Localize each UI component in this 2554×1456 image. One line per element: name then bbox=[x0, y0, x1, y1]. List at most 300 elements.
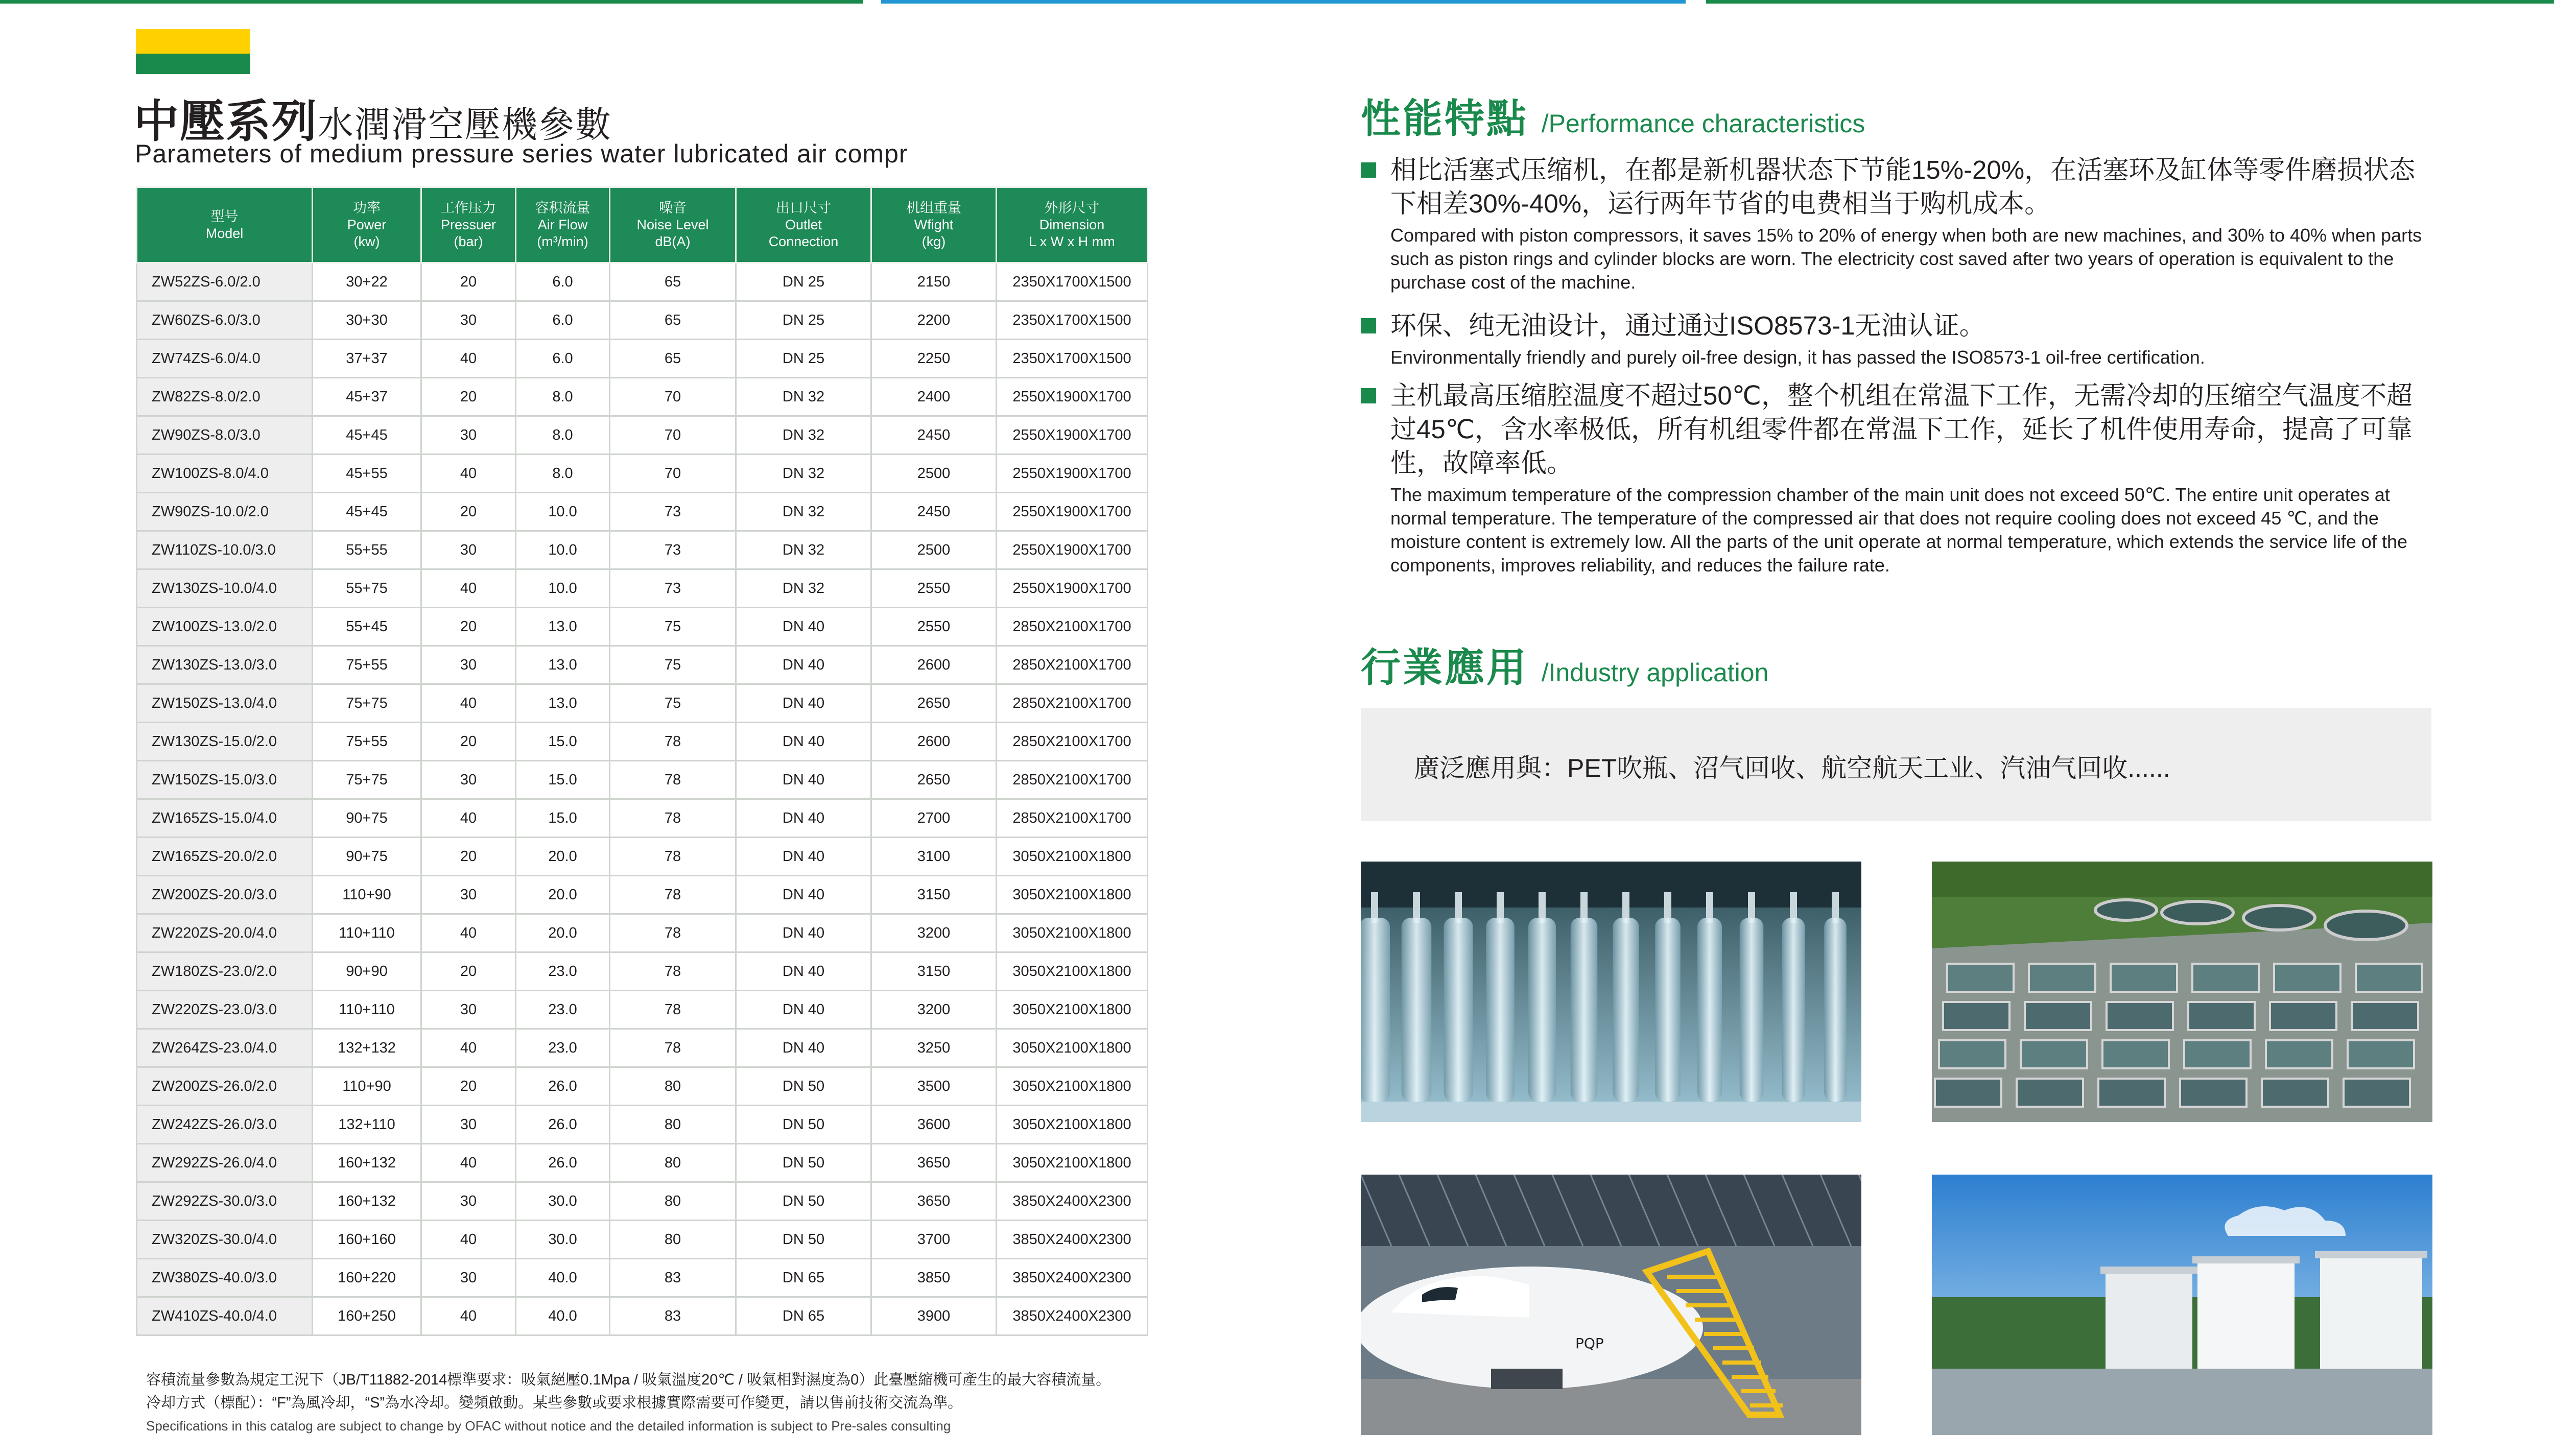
table-cell: 3050X2100X1800 bbox=[997, 1106, 1148, 1144]
table-cell: 73 bbox=[610, 531, 736, 569]
table-row bbox=[137, 723, 1148, 761]
brand-color-flag bbox=[136, 29, 250, 74]
model-cell: ZW60ZS-6.0/3.0 bbox=[137, 301, 313, 340]
table-cell: DN 50 bbox=[736, 1221, 871, 1259]
table-cell: 160+250 bbox=[313, 1297, 421, 1335]
table-cell: 70 bbox=[610, 455, 736, 493]
table-cell: 3050X2100X1800 bbox=[997, 914, 1148, 952]
table-row bbox=[137, 531, 1148, 569]
table-row bbox=[137, 1029, 1148, 1067]
table-cell: 2550X1900X1700 bbox=[997, 493, 1148, 531]
table-cell: 15.0 bbox=[516, 799, 610, 838]
table-cell: 45+55 bbox=[313, 455, 421, 493]
column-header-en: Air Flow bbox=[537, 217, 588, 232]
column-header-unit: Connection bbox=[768, 234, 839, 249]
table-cell: 3150 bbox=[871, 876, 997, 914]
table-cell: 20.0 bbox=[516, 914, 610, 952]
table-cell: DN 40 bbox=[736, 723, 871, 761]
table-row bbox=[137, 914, 1148, 952]
table-notes bbox=[146, 1369, 1110, 1438]
column-header-en: Dimension bbox=[1039, 217, 1105, 232]
table-cell: 30 bbox=[421, 301, 516, 340]
table-cell: 2350X1700X1500 bbox=[997, 340, 1148, 378]
ind-title-en: /Industry application bbox=[1541, 658, 1769, 687]
table-cell: 30+30 bbox=[313, 301, 421, 340]
table-cell: 78 bbox=[610, 761, 736, 799]
bullet-square-icon bbox=[1361, 388, 1376, 403]
column-header-zh: 工作压力 bbox=[441, 200, 496, 216]
table-cell: 110+90 bbox=[313, 876, 421, 914]
table-cell: 90+75 bbox=[313, 799, 421, 838]
table-cell: 40 bbox=[421, 455, 516, 493]
table-cell: 3650 bbox=[871, 1182, 997, 1221]
table-cell: 2550X1900X1700 bbox=[997, 531, 1148, 569]
water-treatment-photo bbox=[1932, 862, 2432, 1122]
table-cell: 80 bbox=[610, 1106, 736, 1144]
column-header bbox=[516, 187, 610, 263]
table-cell: 3250 bbox=[871, 1029, 997, 1067]
table-cell: 2850X2100X1700 bbox=[997, 761, 1148, 799]
table-cell: 80 bbox=[610, 1067, 736, 1106]
table-cell: 3700 bbox=[871, 1221, 997, 1259]
table-cell: 30 bbox=[421, 416, 516, 455]
table-row bbox=[137, 1144, 1148, 1182]
column-header-unit: (m³/min) bbox=[537, 234, 588, 249]
table-cell: 160+160 bbox=[313, 1221, 421, 1259]
table-cell: DN 32 bbox=[736, 416, 871, 455]
table-cell: DN 40 bbox=[736, 799, 871, 838]
table-cell: DN 40 bbox=[736, 608, 871, 646]
model-cell: ZW264ZS-23.0/4.0 bbox=[137, 1029, 313, 1067]
table-cell: DN 40 bbox=[736, 761, 871, 799]
bullet-text-en: Compared with piston compressors, it saves 15% to 20% of energy when both are new machines, and 30% to 40% when parts such as piston rings and cylinder blocks are worn. The electricity cost saved after two years of operation is equivalent to the purchase cost of the machine. bbox=[1390, 225, 2422, 293]
page-title-english: Parameters of medium pressure series water lubricated air compr bbox=[135, 139, 908, 168]
table-cell: 20.0 bbox=[516, 838, 610, 876]
table-row bbox=[137, 684, 1148, 723]
model-cell: ZW150ZS-15.0/3.0 bbox=[137, 761, 313, 799]
table-cell: 3650 bbox=[871, 1144, 997, 1182]
table-cell: 20 bbox=[421, 1067, 516, 1106]
table-cell: 2850X2100X1700 bbox=[997, 723, 1148, 761]
table-cell: 3050X2100X1800 bbox=[997, 991, 1148, 1029]
bottle-line-photo bbox=[1361, 862, 1861, 1122]
table-cell: 2350X1700X1500 bbox=[997, 263, 1148, 301]
table-cell: 13.0 bbox=[516, 608, 610, 646]
table-cell: DN 65 bbox=[736, 1297, 871, 1335]
model-cell: ZW100ZS-13.0/2.0 bbox=[137, 608, 313, 646]
table-cell: 20 bbox=[421, 263, 516, 301]
model-cell: ZW74ZS-6.0/4.0 bbox=[137, 340, 313, 378]
column-header bbox=[137, 187, 313, 263]
column-header-en: Pressuer bbox=[440, 217, 496, 232]
table-cell: 2550X1900X1700 bbox=[997, 416, 1148, 455]
table-cell: 3150 bbox=[871, 952, 997, 991]
table-row bbox=[137, 416, 1148, 455]
table-cell: 30 bbox=[421, 531, 516, 569]
table-cell: 78 bbox=[610, 723, 736, 761]
table-row bbox=[137, 455, 1148, 493]
table-cell: 2600 bbox=[871, 646, 997, 684]
svg-text:PQP: PQP bbox=[1575, 1335, 1604, 1352]
table-cell: 10.0 bbox=[516, 569, 610, 608]
note-disclaimer: Specifications in this catalog are subject to change by OFAC without notice and the detailed information is subject to Pre-sales consulting bbox=[146, 1418, 951, 1434]
column-header-en: Wfight bbox=[914, 217, 954, 232]
note-cooling-method: 冷却方式（標配）：“F”為風冷却，“S”為水冷却。變頻啟動。某些參數或要求根據實際需要可作變更，請以售前技術交流為準。 bbox=[146, 1395, 963, 1411]
table-cell: 3050X2100X1800 bbox=[997, 1029, 1148, 1067]
table-cell: 73 bbox=[610, 569, 736, 608]
column-header-zh: 机组重量 bbox=[906, 200, 961, 216]
model-cell: ZW90ZS-10.0/2.0 bbox=[137, 493, 313, 531]
table-cell: 75+55 bbox=[313, 723, 421, 761]
table-cell: DN 50 bbox=[736, 1182, 871, 1221]
table-cell: DN 50 bbox=[736, 1106, 871, 1144]
table-cell: 75 bbox=[610, 646, 736, 684]
model-cell: ZW110ZS-10.0/3.0 bbox=[137, 531, 313, 569]
column-header bbox=[610, 187, 736, 263]
table-cell: 2450 bbox=[871, 493, 997, 531]
table-cell: 2550X1900X1700 bbox=[997, 569, 1148, 608]
model-cell: ZW130ZS-13.0/3.0 bbox=[137, 646, 313, 684]
table-cell: 40 bbox=[421, 1297, 516, 1335]
perf-title-zh: 性能特點 bbox=[1361, 96, 1529, 141]
note-flow-condition: 容積流量參數為規定工況下（JB/T11882-2014標準要求：吸氣絕壓0.1Mpa / 吸氣溫度20℃ / 吸氣相對濕度為0）此臺壓縮機可產生的最大容積流量。 bbox=[146, 1372, 1111, 1388]
table-cell: 2450 bbox=[871, 416, 997, 455]
table-cell: DN 40 bbox=[736, 914, 871, 952]
table-cell: 3900 bbox=[871, 1297, 997, 1335]
ind-title-zh: 行業應用 bbox=[1361, 645, 1529, 690]
title-rest: 水潤滑空壓機參數 bbox=[318, 105, 612, 145]
table-cell: 3050X2100X1800 bbox=[997, 838, 1148, 876]
table-cell: DN 40 bbox=[736, 952, 871, 991]
table-cell: 30.0 bbox=[516, 1221, 610, 1259]
table-cell: 90+75 bbox=[313, 838, 421, 876]
table-cell: 23.0 bbox=[516, 952, 610, 991]
bullet-square-icon bbox=[1361, 162, 1376, 178]
column-header-zh: 容积流量 bbox=[535, 200, 590, 216]
column-header-zh: 功率 bbox=[353, 200, 381, 216]
table-cell: 45+45 bbox=[313, 416, 421, 455]
table-cell: DN 40 bbox=[736, 876, 871, 914]
table-cell: 30 bbox=[421, 1259, 516, 1297]
feature-bullet-oilfree bbox=[1361, 309, 2433, 369]
table-cell: DN 40 bbox=[736, 991, 871, 1029]
top-accent-bar-center bbox=[881, 0, 1686, 4]
table-row bbox=[137, 493, 1148, 531]
table-row bbox=[137, 838, 1148, 876]
table-cell: 13.0 bbox=[516, 646, 610, 684]
table-cell: 70 bbox=[610, 378, 736, 416]
model-cell: ZW165ZS-20.0/2.0 bbox=[137, 838, 313, 876]
table-cell: 40 bbox=[421, 799, 516, 838]
table-cell: 80 bbox=[610, 1182, 736, 1221]
table-cell: 55+45 bbox=[313, 608, 421, 646]
table-row bbox=[137, 1221, 1148, 1259]
model-cell: ZW410ZS-40.0/4.0 bbox=[137, 1297, 313, 1335]
table-cell: 3500 bbox=[871, 1067, 997, 1106]
column-header-zh: 外形尺寸 bbox=[1044, 200, 1100, 216]
table-cell: 23.0 bbox=[516, 991, 610, 1029]
model-cell: ZW100ZS-8.0/4.0 bbox=[137, 455, 313, 493]
table-row bbox=[137, 952, 1148, 991]
bullet-text-en: The maximum temperature of the compression chamber of the main unit does not exceed 50℃. The entire unit operates at normal temperature. The temperature of the compressed air that does not require cooling does not exceed 45 ℃, and the moisture content is extremely low. All the parts of the unit operate at normal temperature, which extends the service life of the components, improves reliability, and reduces the failure rate. bbox=[1390, 484, 2408, 576]
feature-bullet-temperature bbox=[1361, 379, 2433, 577]
model-cell: ZW150ZS-13.0/4.0 bbox=[137, 684, 313, 723]
table-cell: 75 bbox=[610, 684, 736, 723]
model-cell: ZW52ZS-6.0/2.0 bbox=[137, 263, 313, 301]
table-cell: 30 bbox=[421, 646, 516, 684]
table-row bbox=[137, 991, 1148, 1029]
table-cell: 3850X2400X2300 bbox=[997, 1297, 1148, 1335]
table-cell: 2250 bbox=[871, 340, 997, 378]
table-header-row bbox=[137, 187, 1148, 263]
top-accent-bar-left bbox=[0, 0, 863, 4]
top-accent-bar-right bbox=[1706, 0, 2554, 4]
column-header bbox=[997, 187, 1148, 263]
model-cell: ZW200ZS-20.0/3.0 bbox=[137, 876, 313, 914]
table-cell: 78 bbox=[610, 991, 736, 1029]
table-cell: 75+75 bbox=[313, 761, 421, 799]
table-cell: DN 65 bbox=[736, 1259, 871, 1297]
feature-bullet-energy bbox=[1361, 153, 2433, 294]
model-cell: ZW200ZS-26.0/2.0 bbox=[137, 1067, 313, 1106]
table-cell: 20 bbox=[421, 952, 516, 991]
spec-table bbox=[136, 186, 1148, 1336]
table-cell: 30 bbox=[421, 761, 516, 799]
column-header bbox=[313, 187, 421, 263]
model-cell: ZW220ZS-20.0/4.0 bbox=[137, 914, 313, 952]
column-header-zh: 型号 bbox=[210, 208, 239, 224]
model-cell: ZW292ZS-30.0/3.0 bbox=[137, 1182, 313, 1221]
table-cell: 3850X2400X2300 bbox=[997, 1182, 1148, 1221]
model-cell: ZW292ZS-26.0/4.0 bbox=[137, 1144, 313, 1182]
table-cell: 40 bbox=[421, 1029, 516, 1067]
table-cell: 13.0 bbox=[516, 684, 610, 723]
table-cell: DN 32 bbox=[736, 531, 871, 569]
table-row bbox=[137, 608, 1148, 646]
model-cell: ZW130ZS-10.0/4.0 bbox=[137, 569, 313, 608]
table-cell: DN 32 bbox=[736, 378, 871, 416]
table-body bbox=[137, 263, 1148, 1335]
table-cell: DN 25 bbox=[736, 263, 871, 301]
perf-title-en: /Performance characteristics bbox=[1541, 109, 1865, 138]
table-cell: DN 32 bbox=[736, 455, 871, 493]
table-cell: 65 bbox=[610, 301, 736, 340]
table-cell: 20 bbox=[421, 493, 516, 531]
table-cell: DN 25 bbox=[736, 301, 871, 340]
table-cell: 2150 bbox=[871, 263, 997, 301]
table-cell: 40 bbox=[421, 569, 516, 608]
column-header-zh: 出口尺寸 bbox=[776, 200, 831, 216]
table-cell: 75+75 bbox=[313, 684, 421, 723]
table-row bbox=[137, 1182, 1148, 1221]
table-cell: 20.0 bbox=[516, 876, 610, 914]
table-cell: DN 40 bbox=[736, 646, 871, 684]
table-cell: 65 bbox=[610, 263, 736, 301]
table-cell: 3050X2100X1800 bbox=[997, 1067, 1148, 1106]
table-cell: 2700 bbox=[871, 799, 997, 838]
table-cell: 83 bbox=[610, 1259, 736, 1297]
table-row bbox=[137, 263, 1148, 301]
model-cell: ZW90ZS-8.0/3.0 bbox=[137, 416, 313, 455]
table-cell: 2500 bbox=[871, 455, 997, 493]
table-cell: 26.0 bbox=[516, 1067, 610, 1106]
column-header-en: Model bbox=[205, 225, 244, 241]
table-cell: 37+37 bbox=[313, 340, 421, 378]
table-cell: 2850X2100X1700 bbox=[997, 799, 1148, 838]
model-cell: ZW220ZS-23.0/3.0 bbox=[137, 991, 313, 1029]
oil-tank-photo bbox=[1932, 1175, 2432, 1435]
column-header bbox=[871, 187, 997, 263]
table-cell: 160+132 bbox=[313, 1144, 421, 1182]
column-header-en: Noise Level bbox=[636, 217, 709, 232]
table-cell: 10.0 bbox=[516, 531, 610, 569]
table-cell: 2850X2100X1700 bbox=[997, 684, 1148, 723]
table-row bbox=[137, 1259, 1148, 1297]
table-cell: 160+132 bbox=[313, 1182, 421, 1221]
column-header bbox=[421, 187, 516, 263]
table-cell: DN 50 bbox=[736, 1067, 871, 1106]
bullet-square-icon bbox=[1361, 318, 1376, 333]
table-cell: 83 bbox=[610, 1297, 736, 1335]
table-cell: 78 bbox=[610, 838, 736, 876]
model-cell: ZW180ZS-23.0/2.0 bbox=[137, 952, 313, 991]
table-cell: 78 bbox=[610, 876, 736, 914]
table-cell: 80 bbox=[610, 1144, 736, 1182]
industry-application-text: 廣泛應用與：PET吹瓶、沼气回收、航空航天工业、汽油气回收...... bbox=[1414, 754, 2170, 782]
table-cell: 2850X2100X1700 bbox=[997, 646, 1148, 684]
table-cell: 20 bbox=[421, 838, 516, 876]
table-cell: 40.0 bbox=[516, 1297, 610, 1335]
table-cell: 40 bbox=[421, 684, 516, 723]
table-cell: 6.0 bbox=[516, 301, 610, 340]
bullet-text-zh: 主机最高压缩腔温度不超过50℃，整个机组在常温下工作，无需冷却的压缩空气温度不超过45℃，含水率极低，所有机组零件都在常温下工作，延长了机件使用寿命，提高了可靠性，故障率低。 bbox=[1390, 381, 2413, 478]
table-cell: DN 25 bbox=[736, 340, 871, 378]
performance-section-title bbox=[1361, 87, 1865, 144]
table-row bbox=[137, 1106, 1148, 1144]
table-cell: DN 32 bbox=[736, 493, 871, 531]
table-cell: 3050X2100X1800 bbox=[997, 1144, 1148, 1182]
model-cell: ZW242ZS-26.0/3.0 bbox=[137, 1106, 313, 1144]
table-cell: 26.0 bbox=[516, 1106, 610, 1144]
table-row bbox=[137, 1067, 1148, 1106]
table-cell: 2550 bbox=[871, 608, 997, 646]
table-cell: 40 bbox=[421, 340, 516, 378]
column-header-unit: (bar) bbox=[454, 234, 483, 249]
table-cell: 40 bbox=[421, 914, 516, 952]
table-cell: 2500 bbox=[871, 531, 997, 569]
table-cell: 40 bbox=[421, 1221, 516, 1259]
table-cell: 3850X2400X2300 bbox=[997, 1221, 1148, 1259]
table-cell: 110+90 bbox=[313, 1067, 421, 1106]
table-cell: 2200 bbox=[871, 301, 997, 340]
table-cell: 30 bbox=[421, 991, 516, 1029]
table-row bbox=[137, 646, 1148, 684]
table-row bbox=[137, 876, 1148, 914]
model-cell: ZW380ZS-40.0/3.0 bbox=[137, 1259, 313, 1297]
table-cell: 2850X2100X1700 bbox=[997, 608, 1148, 646]
table-cell: 8.0 bbox=[516, 378, 610, 416]
table-cell: 2600 bbox=[871, 723, 997, 761]
aircraft-hangar-photo bbox=[1361, 1175, 1861, 1435]
table-cell: 3850 bbox=[871, 1259, 997, 1297]
column-header bbox=[736, 187, 871, 263]
table-cell: 2400 bbox=[871, 378, 997, 416]
table-cell: 20 bbox=[421, 608, 516, 646]
column-header-unit: dB(A) bbox=[655, 234, 691, 249]
table-row bbox=[137, 340, 1148, 378]
table-cell: 40.0 bbox=[516, 1259, 610, 1297]
table-cell: 2550X1900X1700 bbox=[997, 378, 1148, 416]
table-cell: DN 50 bbox=[736, 1144, 871, 1182]
table-cell: 2550 bbox=[871, 569, 997, 608]
table-row bbox=[137, 761, 1148, 799]
table-cell: DN 40 bbox=[736, 838, 871, 876]
table-cell: 23.0 bbox=[516, 1029, 610, 1067]
bullet-text-en: Environmentally friendly and purely oil-free design, it has passed the ISO8573-1 oil-free certification. bbox=[1390, 347, 2205, 368]
table-cell: 3600 bbox=[871, 1106, 997, 1144]
table-cell: 78 bbox=[610, 799, 736, 838]
table-row bbox=[137, 799, 1148, 838]
table-cell: 132+132 bbox=[313, 1029, 421, 1067]
table-cell: 75+55 bbox=[313, 646, 421, 684]
table-cell: 26.0 bbox=[516, 1144, 610, 1182]
table-cell: 55+75 bbox=[313, 569, 421, 608]
model-cell: ZW320ZS-30.0/4.0 bbox=[137, 1221, 313, 1259]
table-row bbox=[137, 1297, 1148, 1335]
table-cell: DN 32 bbox=[736, 569, 871, 608]
table-cell: 45+37 bbox=[313, 378, 421, 416]
table-cell: 3200 bbox=[871, 991, 997, 1029]
table-cell: 2650 bbox=[871, 761, 997, 799]
industry-application-box bbox=[1361, 708, 2431, 821]
table-cell: 20 bbox=[421, 378, 516, 416]
table-cell: 8.0 bbox=[516, 455, 610, 493]
table-cell: 3050X2100X1800 bbox=[997, 952, 1148, 991]
table-cell: 10.0 bbox=[516, 493, 610, 531]
table-row bbox=[137, 378, 1148, 416]
table-cell: 3050X2100X1800 bbox=[997, 876, 1148, 914]
column-header-unit: (kg) bbox=[921, 234, 946, 249]
table-row bbox=[137, 301, 1148, 340]
bullet-text-zh: 环保、纯无油设计，通过通过ISO8573-1无油认证。 bbox=[1390, 311, 1985, 340]
table-cell: 78 bbox=[610, 914, 736, 952]
table-cell: 2650 bbox=[871, 684, 997, 723]
table-cell: 3100 bbox=[871, 838, 997, 876]
table-cell: 132+110 bbox=[313, 1106, 421, 1144]
table-cell: 6.0 bbox=[516, 340, 610, 378]
table-cell: 30+22 bbox=[313, 263, 421, 301]
table-cell: 110+110 bbox=[313, 991, 421, 1029]
table-cell: 70 bbox=[610, 416, 736, 455]
table-cell: 2550X1900X1700 bbox=[997, 455, 1148, 493]
model-cell: ZW165ZS-15.0/4.0 bbox=[137, 799, 313, 838]
column-header-unit: (kw) bbox=[353, 234, 380, 249]
table-cell: 40 bbox=[421, 1144, 516, 1182]
table-row bbox=[137, 569, 1148, 608]
table-cell: 75 bbox=[610, 608, 736, 646]
table-cell: 80 bbox=[610, 1221, 736, 1259]
table-cell: 15.0 bbox=[516, 723, 610, 761]
table-cell: 30 bbox=[421, 1106, 516, 1144]
table-cell: DN 40 bbox=[736, 684, 871, 723]
table-cell: 73 bbox=[610, 493, 736, 531]
column-header-zh: 噪音 bbox=[659, 200, 687, 216]
table-cell: 3850X2400X2300 bbox=[997, 1259, 1148, 1297]
table-cell: 30 bbox=[421, 876, 516, 914]
column-header-en: Power bbox=[347, 217, 387, 232]
table-cell: 3200 bbox=[871, 914, 997, 952]
industry-section-title bbox=[1361, 636, 1768, 693]
